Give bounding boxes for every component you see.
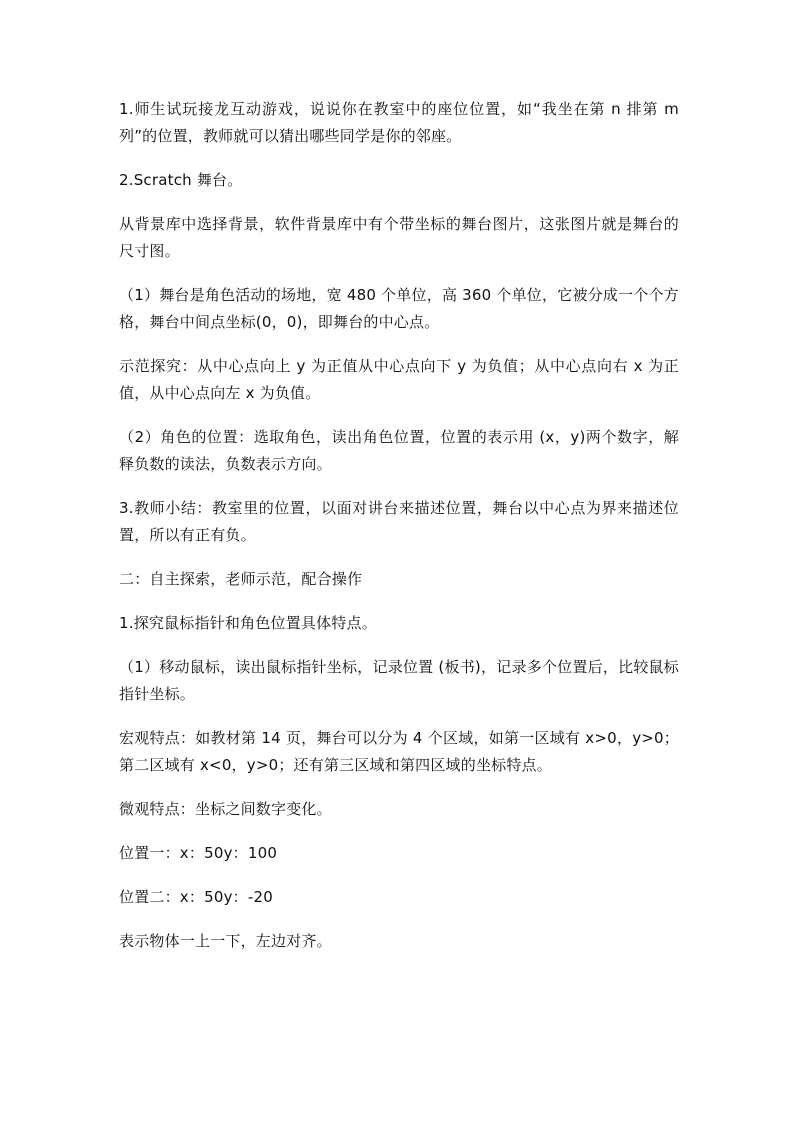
paragraph-explore-pointer: 1.探究鼠标指针和角色位置具体特点。 [119, 614, 377, 632]
paragraph-sprite-position: （2）角色的位置：选取角色，读出角色位置，位置的表示用 (x，y)两个数字，解释负数的读法，负数表示方向。 [119, 428, 679, 473]
paragraph-seat-game: 1.师生试玩接龙互动游戏，说说你在教室中的座位位置，如“我坐在第 n 排第 m 列”的位置，教师就可以猜出哪些同学是你的邻座。 [119, 100, 684, 145]
paragraph-teacher-summary: 3.教师小结：教室里的位置，以面对讲台来描述位置，舞台以中心点为界来描述位置，所以有正有负。 [119, 499, 679, 544]
paragraph-micro-features: 微观特点：坐标之间数字变化。 [119, 800, 332, 818]
document-body [119, 96, 684, 972]
paragraph-scratch-stage-heading: 2.Scratch 舞台。 [119, 171, 243, 189]
paragraph-position-one: 位置一：x：50y：100 [119, 844, 278, 862]
paragraph-backdrop-library: 从背景库中选择背景，软件背景库中有个带坐标的舞台图片，这张图片就是舞台的尺寸图。 [119, 215, 679, 260]
paragraph-move-mouse: （1）移动鼠标，读出鼠标指针坐标，记录位置 (板书)，记录多个位置后，比较鼠标指针坐标。 [119, 658, 679, 703]
paragraph-section-two-heading: 二：自主探索，老师示范，配合操作 [119, 570, 363, 588]
paragraph-stage-size: （1）舞台是角色活动的场地，宽 480 个单位，高 360 个单位，它被分成一个个方格，舞台中间点坐标(0，0)，即舞台的中心点。 [119, 286, 679, 331]
paragraph-demo-explore: 示范探究：从中心点向上 y 为正值从中心点向下 y 为负值；从中心点向右 x 为正值，从中心点向左 x 为负值。 [119, 357, 679, 402]
paragraph-position-two: 位置二：x：50y：-20 [119, 888, 273, 906]
paragraph-macro-features: 宏观特点：如教材第 14 页，舞台可以分为 4 个区域，如第一区域有 x>0，y>0；第二区域有 x<0，y>0；还有第三区域和第四区域的坐标特点。 [119, 729, 679, 774]
paragraph-alignment-note: 表示物体一上一下，左边对齐。 [119, 932, 332, 950]
